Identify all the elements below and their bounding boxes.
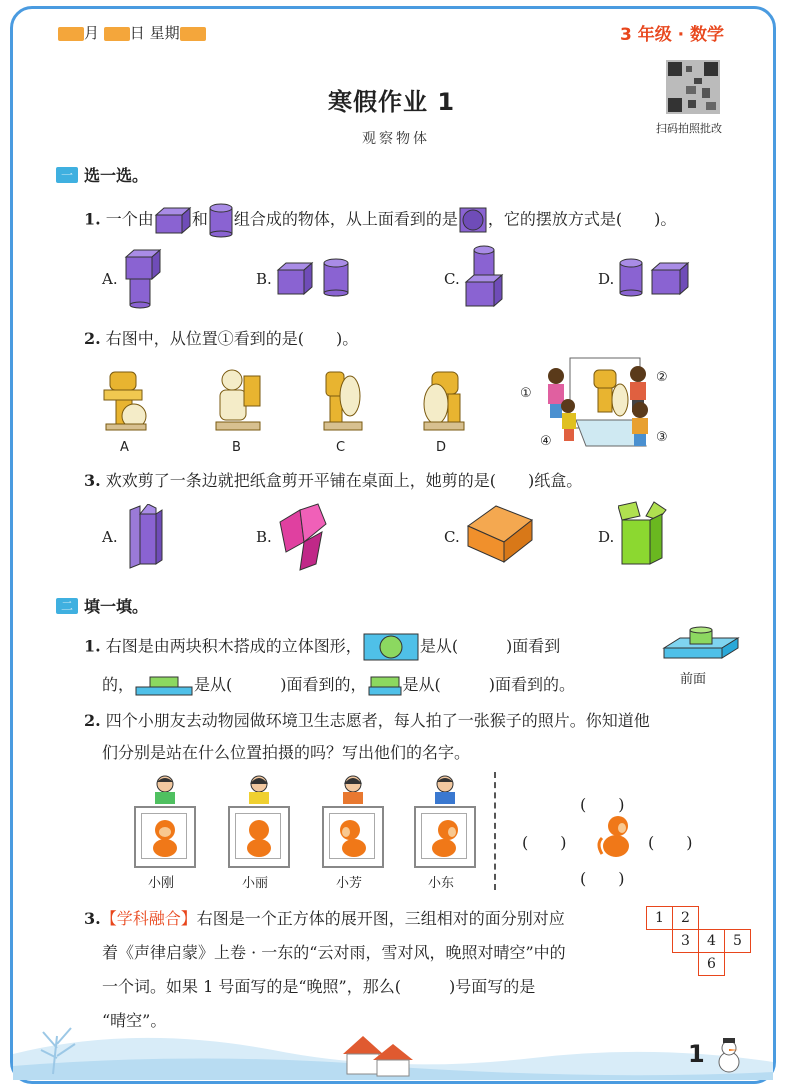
qr-code-icon[interactable] bbox=[666, 60, 720, 114]
s1-q1-option-c[interactable]: C. bbox=[444, 270, 460, 288]
net-face-4: 4 bbox=[699, 930, 725, 953]
view-d-figure-icon[interactable] bbox=[418, 366, 468, 432]
box-b-icon bbox=[276, 502, 336, 572]
section1-title: 选一选。 bbox=[84, 166, 149, 185]
answer-left[interactable]: ( ) bbox=[522, 833, 567, 852]
monkey-front-icon bbox=[144, 816, 186, 858]
option-d-figure-icon bbox=[618, 258, 694, 300]
kid-xiaogang-icon bbox=[148, 774, 182, 806]
box-c-icon bbox=[466, 504, 534, 564]
s2-side-view-a-icon bbox=[134, 675, 194, 697]
qr-caption: 扫码拍照批改 bbox=[656, 122, 722, 135]
name-xiaoli: 小丽 bbox=[242, 876, 269, 891]
net-face-6: 6 bbox=[699, 953, 725, 976]
s1-q1-option-b[interactable]: B. bbox=[256, 270, 272, 288]
weekday-blank[interactable] bbox=[180, 27, 206, 41]
view-b-figure-icon[interactable] bbox=[210, 366, 266, 432]
photo-xiaofang bbox=[322, 806, 384, 868]
name-xiaodong: 小东 bbox=[428, 876, 455, 891]
s2-side-view-b-icon bbox=[367, 675, 403, 697]
answer-bottom[interactable]: ( ) bbox=[580, 869, 625, 888]
answer-right[interactable]: ( ) bbox=[648, 833, 693, 852]
s1-q3-option-d[interactable]: D. bbox=[598, 528, 615, 546]
monkey-center-icon bbox=[596, 814, 636, 860]
s1-q1-option-d[interactable]: D. bbox=[598, 270, 615, 288]
s1-q1-text: 1. 一个由 和 组合成的物体，从上面看到的是 ，它的摆放方式是( )。 bbox=[84, 202, 676, 238]
divider-dashed bbox=[494, 772, 496, 890]
monkey-right-icon bbox=[424, 816, 466, 858]
cylinder-icon bbox=[208, 202, 234, 238]
s2-q3-line1: 3.【学科融合】右图是一个正方体的展开图，三组相对的面分别对应 bbox=[84, 909, 565, 928]
monkey-left-icon bbox=[332, 816, 374, 858]
section1-header bbox=[56, 163, 148, 186]
section2-title: 填一填。 bbox=[84, 597, 149, 616]
s2-q3-line4: “晴空”。 bbox=[102, 1011, 167, 1030]
month-blank[interactable] bbox=[58, 27, 84, 41]
net-face-3: 3 bbox=[673, 930, 699, 953]
s2-q2-line1: 2. 四个小朋友去动物园做环境卫生志愿者，每人拍了一张猴子的照片。你知道他 bbox=[84, 711, 650, 730]
s2-q1-line2: 的， 是从( )面看到的， 是从( )面看到的。 bbox=[102, 672, 575, 697]
weekday-label: 星期 bbox=[149, 24, 180, 42]
photo-xiaoli bbox=[228, 806, 290, 868]
view-b-label: B bbox=[232, 440, 241, 455]
kid-xiaoli-icon bbox=[242, 774, 276, 806]
day-blank[interactable] bbox=[104, 27, 130, 41]
view-d-label: D bbox=[436, 440, 447, 455]
photo-xiaodong bbox=[414, 806, 476, 868]
name-xiaogang: 小刚 bbox=[148, 876, 175, 891]
monkey-back-icon bbox=[238, 816, 280, 858]
month-label: 月 bbox=[84, 24, 100, 42]
option-a-figure-icon bbox=[124, 247, 164, 309]
s2-q1-line1: 1. 右图是由两块积木搭成的立体图形， 是从( )面看到 bbox=[84, 632, 560, 662]
section1-badge: 一 bbox=[56, 167, 78, 183]
s1-q3-option-a[interactable]: A. bbox=[102, 528, 118, 546]
s1-q3-text: 3. 欢欢剪了一条边就把纸盒剪开平铺在桌面上，她剪的是( )纸盒。 bbox=[84, 471, 583, 490]
position-4-label: ④ bbox=[540, 434, 552, 449]
page-title: 寒假作业 1 bbox=[328, 88, 456, 116]
net-face-2: 2 bbox=[673, 907, 699, 930]
grade-label: 3 年级 · 数学 bbox=[620, 25, 725, 45]
s1-q2-text: 2. 右图中，从位置①看到的是( )。 bbox=[84, 329, 359, 348]
s2-top-view-icon bbox=[362, 632, 420, 662]
net-face-5: 5 bbox=[725, 930, 751, 953]
kid-xiaodong-icon bbox=[428, 774, 462, 806]
s2-q3-line3: 一个词。如果 1 号面写的是“晚照”，那么( )号面写的是 bbox=[102, 977, 536, 996]
position-3-label: ③ bbox=[656, 430, 668, 445]
section2-badge: 二 bbox=[56, 598, 78, 614]
cube-icon bbox=[154, 205, 192, 235]
box-d-icon bbox=[618, 500, 668, 570]
s1-q3-option-b[interactable]: B. bbox=[256, 528, 272, 546]
net-face-1: 1 bbox=[647, 907, 673, 930]
top-view-icon bbox=[458, 205, 488, 235]
s2-q3-line2: 着《声律启蒙》上卷 · 一东的“云对雨，雪对风，晚照对晴空”中的 bbox=[102, 943, 566, 962]
view-c-label: C bbox=[336, 440, 346, 455]
photo-xiaogang bbox=[134, 806, 196, 868]
view-a-label: A bbox=[120, 440, 129, 455]
box-a-icon bbox=[122, 504, 164, 570]
position-scene-icon bbox=[536, 356, 676, 456]
view-c-figure-icon[interactable] bbox=[320, 366, 366, 432]
front-label: 前面 bbox=[680, 672, 707, 687]
s2-q2-line2: 们分别是站在什么位置拍摄的吗？写出他们的名字。 bbox=[102, 743, 471, 762]
kid-xiaofang-icon bbox=[336, 774, 370, 806]
position-1-label: ① bbox=[520, 386, 532, 401]
option-c-figure-icon bbox=[464, 244, 506, 310]
answer-top[interactable]: ( ) bbox=[580, 795, 625, 814]
s1-q1-option-a[interactable]: A. bbox=[102, 270, 118, 288]
date-line bbox=[58, 22, 206, 43]
snowman-icon bbox=[714, 1038, 744, 1074]
page-number: 1 bbox=[688, 1040, 705, 1068]
section2-header bbox=[56, 594, 148, 617]
subject-tag: 【学科融合】 bbox=[100, 909, 197, 928]
snow-scene-decoration bbox=[13, 1014, 773, 1080]
block-figure-icon bbox=[662, 626, 740, 666]
name-xiaofang: 小芳 bbox=[336, 876, 363, 891]
view-a-figure-icon[interactable] bbox=[100, 366, 152, 432]
option-b-figure-icon bbox=[276, 258, 356, 300]
s1-q3-option-c[interactable]: C. bbox=[444, 528, 460, 546]
cube-net bbox=[646, 906, 751, 976]
position-2-label: ② bbox=[656, 370, 668, 385]
day-label: 日 bbox=[129, 24, 145, 42]
page-subtitle: 观察物体 bbox=[362, 131, 430, 147]
